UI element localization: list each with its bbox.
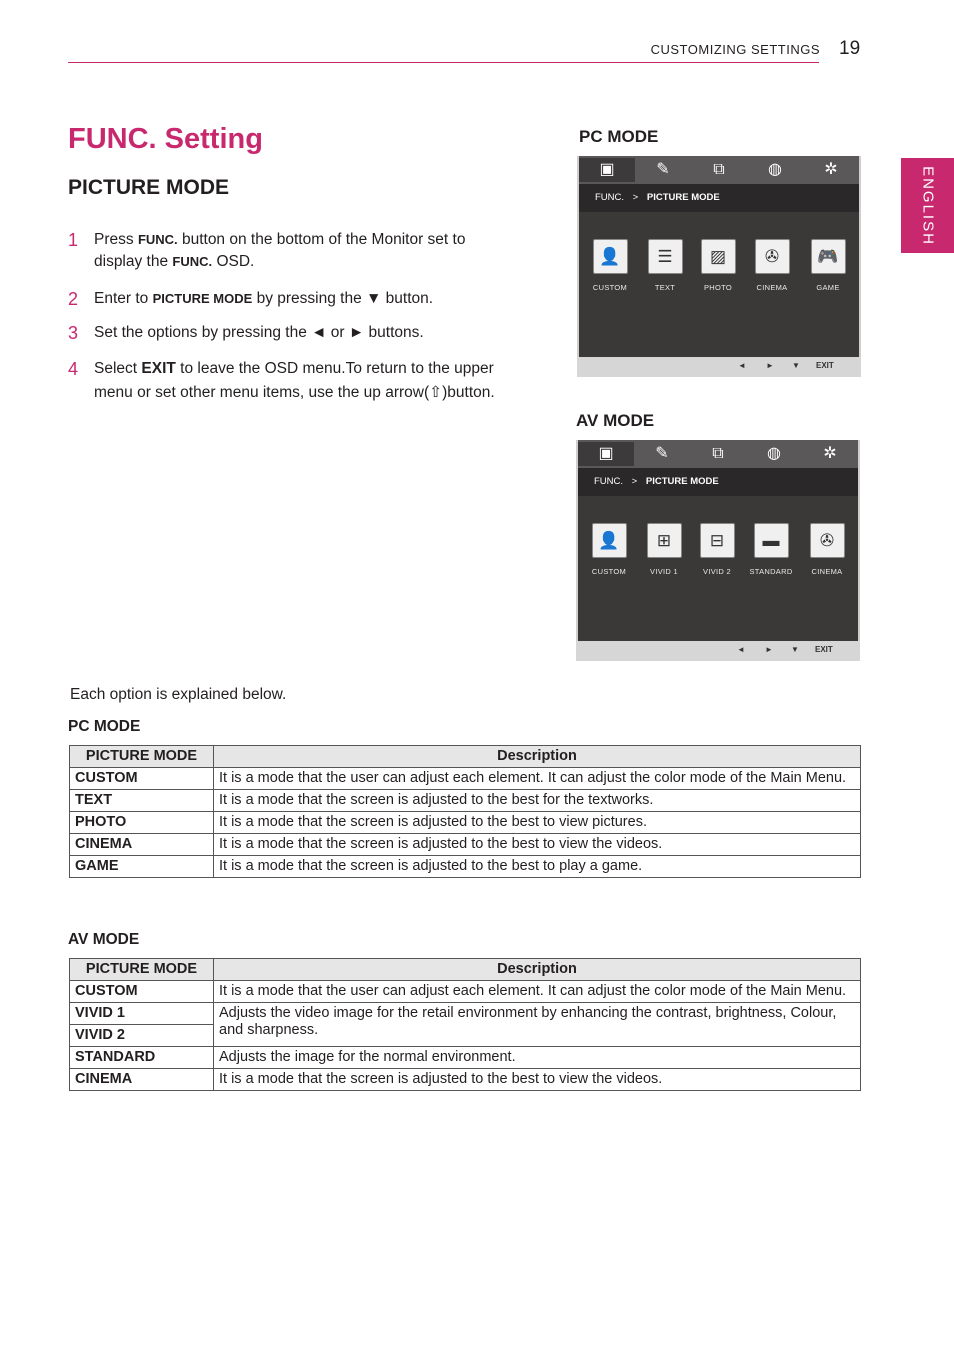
left-arrow-icon[interactable]: ◄	[738, 361, 746, 370]
crumb-current: PICTURE MODE	[646, 192, 720, 203]
osd-footer	[576, 641, 860, 661]
photo-mode-icon: ▨	[701, 239, 736, 274]
text-mode-icon: ☰	[648, 239, 683, 274]
table-row: VIVID 2	[70, 1025, 861, 1047]
table-row: CINEMA It is a mode that the screen is adjusted to the best to view the videos.	[70, 1069, 861, 1091]
exit-keyword: EXIT	[141, 360, 176, 377]
step-3: 3 Set the options by pressing the ◄ or ► buttons.	[68, 323, 424, 343]
func-keyword: FUNC.	[137, 232, 178, 247]
page-number: 19	[839, 38, 861, 59]
left-arrow-icon[interactable]: ◄	[737, 645, 745, 654]
step-1: 1 Press FUNC. button on the bottom of the Monitor set to display the FUNC. OSD.	[68, 230, 466, 270]
osd-item-text[interactable]: ☰ TEXT	[637, 239, 693, 292]
pc-table-label: PC MODE	[68, 718, 141, 735]
osd-item-standard[interactable]: ▬ STANDARD	[743, 523, 799, 576]
osd-item-cinema[interactable]: ✇ CINEMA	[744, 239, 800, 292]
step-2: 2 Enter to PICTURE MODE by pressing the ▼ button.	[68, 289, 434, 309]
osd-tab-picture-icon[interactable]: ✎	[656, 161, 670, 178]
exit-button[interactable]: EXIT	[815, 645, 833, 654]
custom-mode-icon: 👤	[592, 523, 627, 558]
cinema-mode-icon: ✇	[755, 239, 790, 274]
running-header-section: CUSTOMIZING SETTINGS	[650, 42, 820, 57]
osd-tab-settings-icon[interactable]: ✲	[824, 161, 838, 178]
header-rule	[68, 62, 819, 63]
down-arrow-icon[interactable]: ▼	[791, 645, 799, 654]
osd-tab-bar	[579, 156, 859, 184]
up-arrow-icon: ⇧	[429, 384, 443, 401]
table-row: STANDARD Adjusts the image for the normal environment.	[70, 1047, 861, 1069]
osd-tab-display-icon[interactable]: ◍	[767, 445, 781, 462]
osd-tab-bar	[578, 440, 858, 468]
osd-footer	[577, 357, 861, 377]
osd-pc-label: PC MODE	[579, 127, 659, 146]
osd-av-screenshot	[576, 440, 860, 661]
osd-item-vivid-2[interactable]: ⊟ VIVID 2	[689, 523, 745, 576]
crumb-func: FUNC.	[594, 476, 624, 487]
table-row: CUSTOM It is a mode that the user can adjust each element. It can adjust the color mode of the Main Menu.	[70, 768, 861, 790]
explain-text: Each option is explained below.	[70, 686, 287, 703]
crumb-separator: >	[632, 192, 639, 203]
crumb-current: PICTURE MODE	[645, 476, 719, 487]
step-number: 4	[68, 359, 79, 379]
osd-body	[579, 212, 859, 357]
osd-tab-settings-icon[interactable]: ✲	[823, 445, 837, 462]
osd-item-custom[interactable]: 👤 CUSTOM	[581, 523, 637, 576]
osd-tab-color-icon[interactable]: ⧉	[713, 161, 725, 178]
func-keyword: FUNC.	[172, 254, 213, 269]
cinema-mode-icon: ✇	[810, 523, 845, 558]
osd-pc-screenshot	[577, 156, 861, 377]
av-table-label: AV MODE	[68, 931, 140, 948]
table-row: CINEMA It is a mode that the screen is adjusted to the best to view the videos.	[70, 834, 861, 856]
crumb-separator: >	[631, 476, 638, 487]
step-4: 4 Select EXIT to leave the OSD menu.To return to the upper menu or set other menu items, use the up arrow(⇧)button.	[68, 359, 495, 401]
step-number: 3	[68, 323, 79, 343]
osd-av-label: AV MODE	[576, 411, 655, 430]
table-row: GAME It is a mode that the screen is adjusted to the best to play a game.	[70, 856, 861, 878]
column-header: PICTURE MODE	[70, 746, 214, 768]
column-header: Description	[214, 746, 861, 768]
osd-breadcrumb	[578, 468, 858, 496]
vivid-2-icon: ⊟	[700, 523, 735, 558]
osd-tab-picture-icon[interactable]: ✎	[655, 445, 669, 462]
table-row: VIVID 1 Adjusts the video image for the retail environment by enhancing the contrast, brightness, Colour, and sharpness.	[70, 1003, 861, 1025]
crumb-func: FUNC.	[595, 192, 625, 203]
step-number: 1	[68, 230, 79, 250]
osd-breadcrumb	[579, 184, 859, 212]
column-header: PICTURE MODE	[70, 959, 214, 981]
step-number: 2	[68, 289, 79, 309]
right-arrow-icon[interactable]: ►	[766, 361, 774, 370]
custom-mode-icon: 👤	[593, 239, 628, 274]
table-row: PHOTO It is a mode that the screen is adjusted to the best to view pictures.	[70, 812, 861, 834]
down-arrow-icon[interactable]: ▼	[792, 361, 800, 370]
right-arrow-icon[interactable]: ►	[765, 645, 773, 654]
osd-item-vivid-1[interactable]: ⊞ VIVID 1	[636, 523, 692, 576]
language-tab-label: ENGLISH	[919, 165, 936, 246]
osd-tab-display-icon[interactable]: ◍	[768, 161, 782, 178]
osd-item-game[interactable]: 🎮 GAME	[800, 239, 856, 292]
vivid-1-icon: ⊞	[647, 523, 682, 558]
standard-mode-icon: ▬	[754, 523, 789, 558]
osd-tab-func-icon[interactable]: ▣	[578, 442, 634, 466]
av-mode-table	[69, 958, 861, 1091]
column-header: Description	[214, 959, 861, 981]
osd-item-cinema[interactable]: ✇ CINEMA	[799, 523, 855, 576]
game-mode-icon: 🎮	[811, 239, 846, 274]
pc-mode-table	[69, 745, 861, 878]
table-row: CUSTOM It is a mode that the user can adjust each element. It can adjust the color mode of the Main Menu.	[70, 981, 861, 1003]
section-title: PICTURE MODE	[68, 176, 230, 199]
osd-item-photo[interactable]: ▨ PHOTO	[690, 239, 746, 292]
table-row: TEXT It is a mode that the screen is adjusted to the best for the textworks.	[70, 790, 861, 812]
exit-button[interactable]: EXIT	[816, 361, 834, 370]
page-title: FUNC. Setting	[68, 123, 263, 155]
language-tab	[901, 158, 954, 253]
osd-item-custom[interactable]: 👤 CUSTOM	[582, 239, 638, 292]
osd-body	[578, 496, 858, 641]
osd-tab-func-icon[interactable]: ▣	[579, 158, 635, 182]
picture-mode-keyword: PICTURE MODE	[152, 291, 253, 306]
osd-tab-color-icon[interactable]: ⧉	[712, 445, 724, 462]
